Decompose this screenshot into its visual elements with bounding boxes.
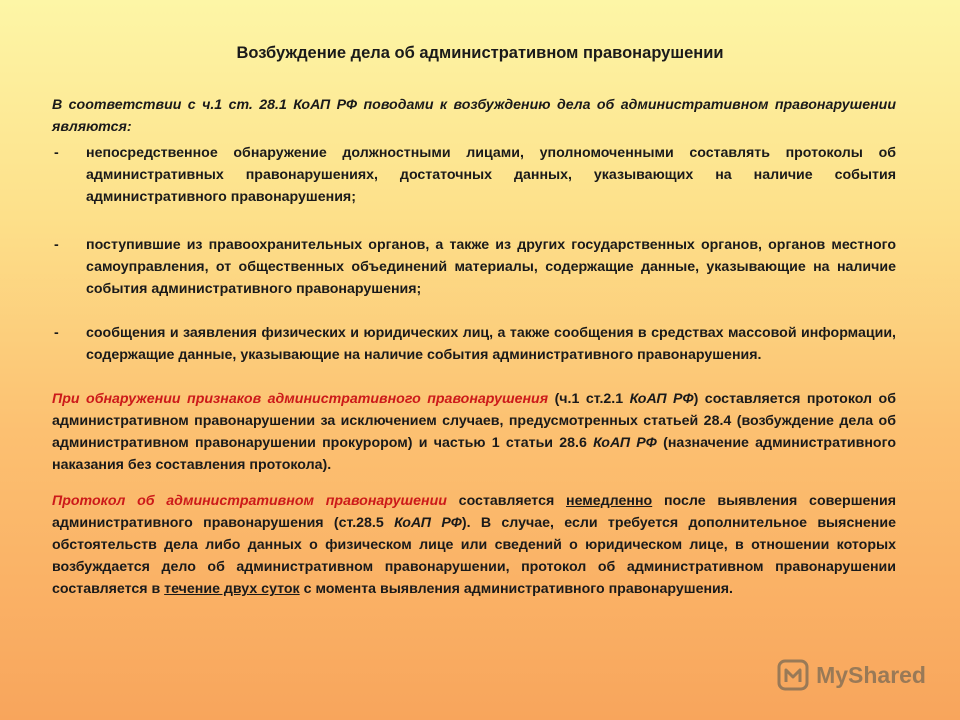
list-item xyxy=(52,142,896,208)
list-item-text: сообщения и заявления физических и юридических лиц, а также сообщения в средствах массовой информации, содержащие данные, указывающие на наличие события административного правонарушения. xyxy=(86,325,896,363)
underlined-text: течение двух суток xyxy=(164,581,300,598)
bullet-dash: - xyxy=(54,325,59,341)
list-item xyxy=(52,234,896,300)
bullet-dash: - xyxy=(54,237,59,253)
list-item-text: поступившие из правоохранительных органов, а также из других государственных органов, органов местного самоуправления, от общественных объединений материалы, содержащие данные, указывающие на наличие события административного правонарушения; xyxy=(86,237,896,297)
bullet-dash: - xyxy=(54,145,59,161)
watermark-text: MyShared xyxy=(816,661,926,688)
paragraph-protocol-rule: При обнаружении признаков административного правонарушения (ч.1 ст.2.1 КоАП РФ) составляется протокол об административном правонарушении за исключением случаев, предусмотренных статьей 28.4 (возбуждение дела об административном правонарушении прокурором) и частью 1 статьи 28.6 КоАП РФ (назначение административного наказания без составления протокола). xyxy=(52,391,896,473)
list-item-text: непосредственное обнаружение должностными лицами, уполномоченными составлять протоколы об административных правонарушениях, достаточных данных, указывающих на наличие события административного правонарушения; xyxy=(86,145,896,205)
paragraph-protocol-timing: Протокол об административном правонарушении составляется немедленно после выявления совершения административного правонарушения (ст.28.5 КоАП РФ). В случае, если требуется дополнительное выяснение обстоятельств дела либо данных о физическом лице или сведений о юридическом лице, в отношении которых возбуждается дело об административном правонарушении, протокол об административном правонарушении составляется в течение двух суток с момента выявления административного правонарушения. xyxy=(52,493,896,598)
list-item xyxy=(52,322,896,366)
slide-body xyxy=(52,94,896,614)
intro-text: В соответствии с ч.1 ст. 28.1 КоАП РФ поводами к возбуждению дела об административном правонарушении являются: xyxy=(52,97,896,135)
watermark xyxy=(776,658,926,692)
highlight-text: Протокол об административном правонарушении xyxy=(52,493,447,510)
underlined-text: немедленно xyxy=(566,493,653,510)
myshared-logo-icon xyxy=(776,658,810,692)
slide-title: Возбуждение дела об административном правонарушении xyxy=(236,44,724,62)
highlight-text: При обнаружении признаков административного правонарушения xyxy=(52,391,549,407)
